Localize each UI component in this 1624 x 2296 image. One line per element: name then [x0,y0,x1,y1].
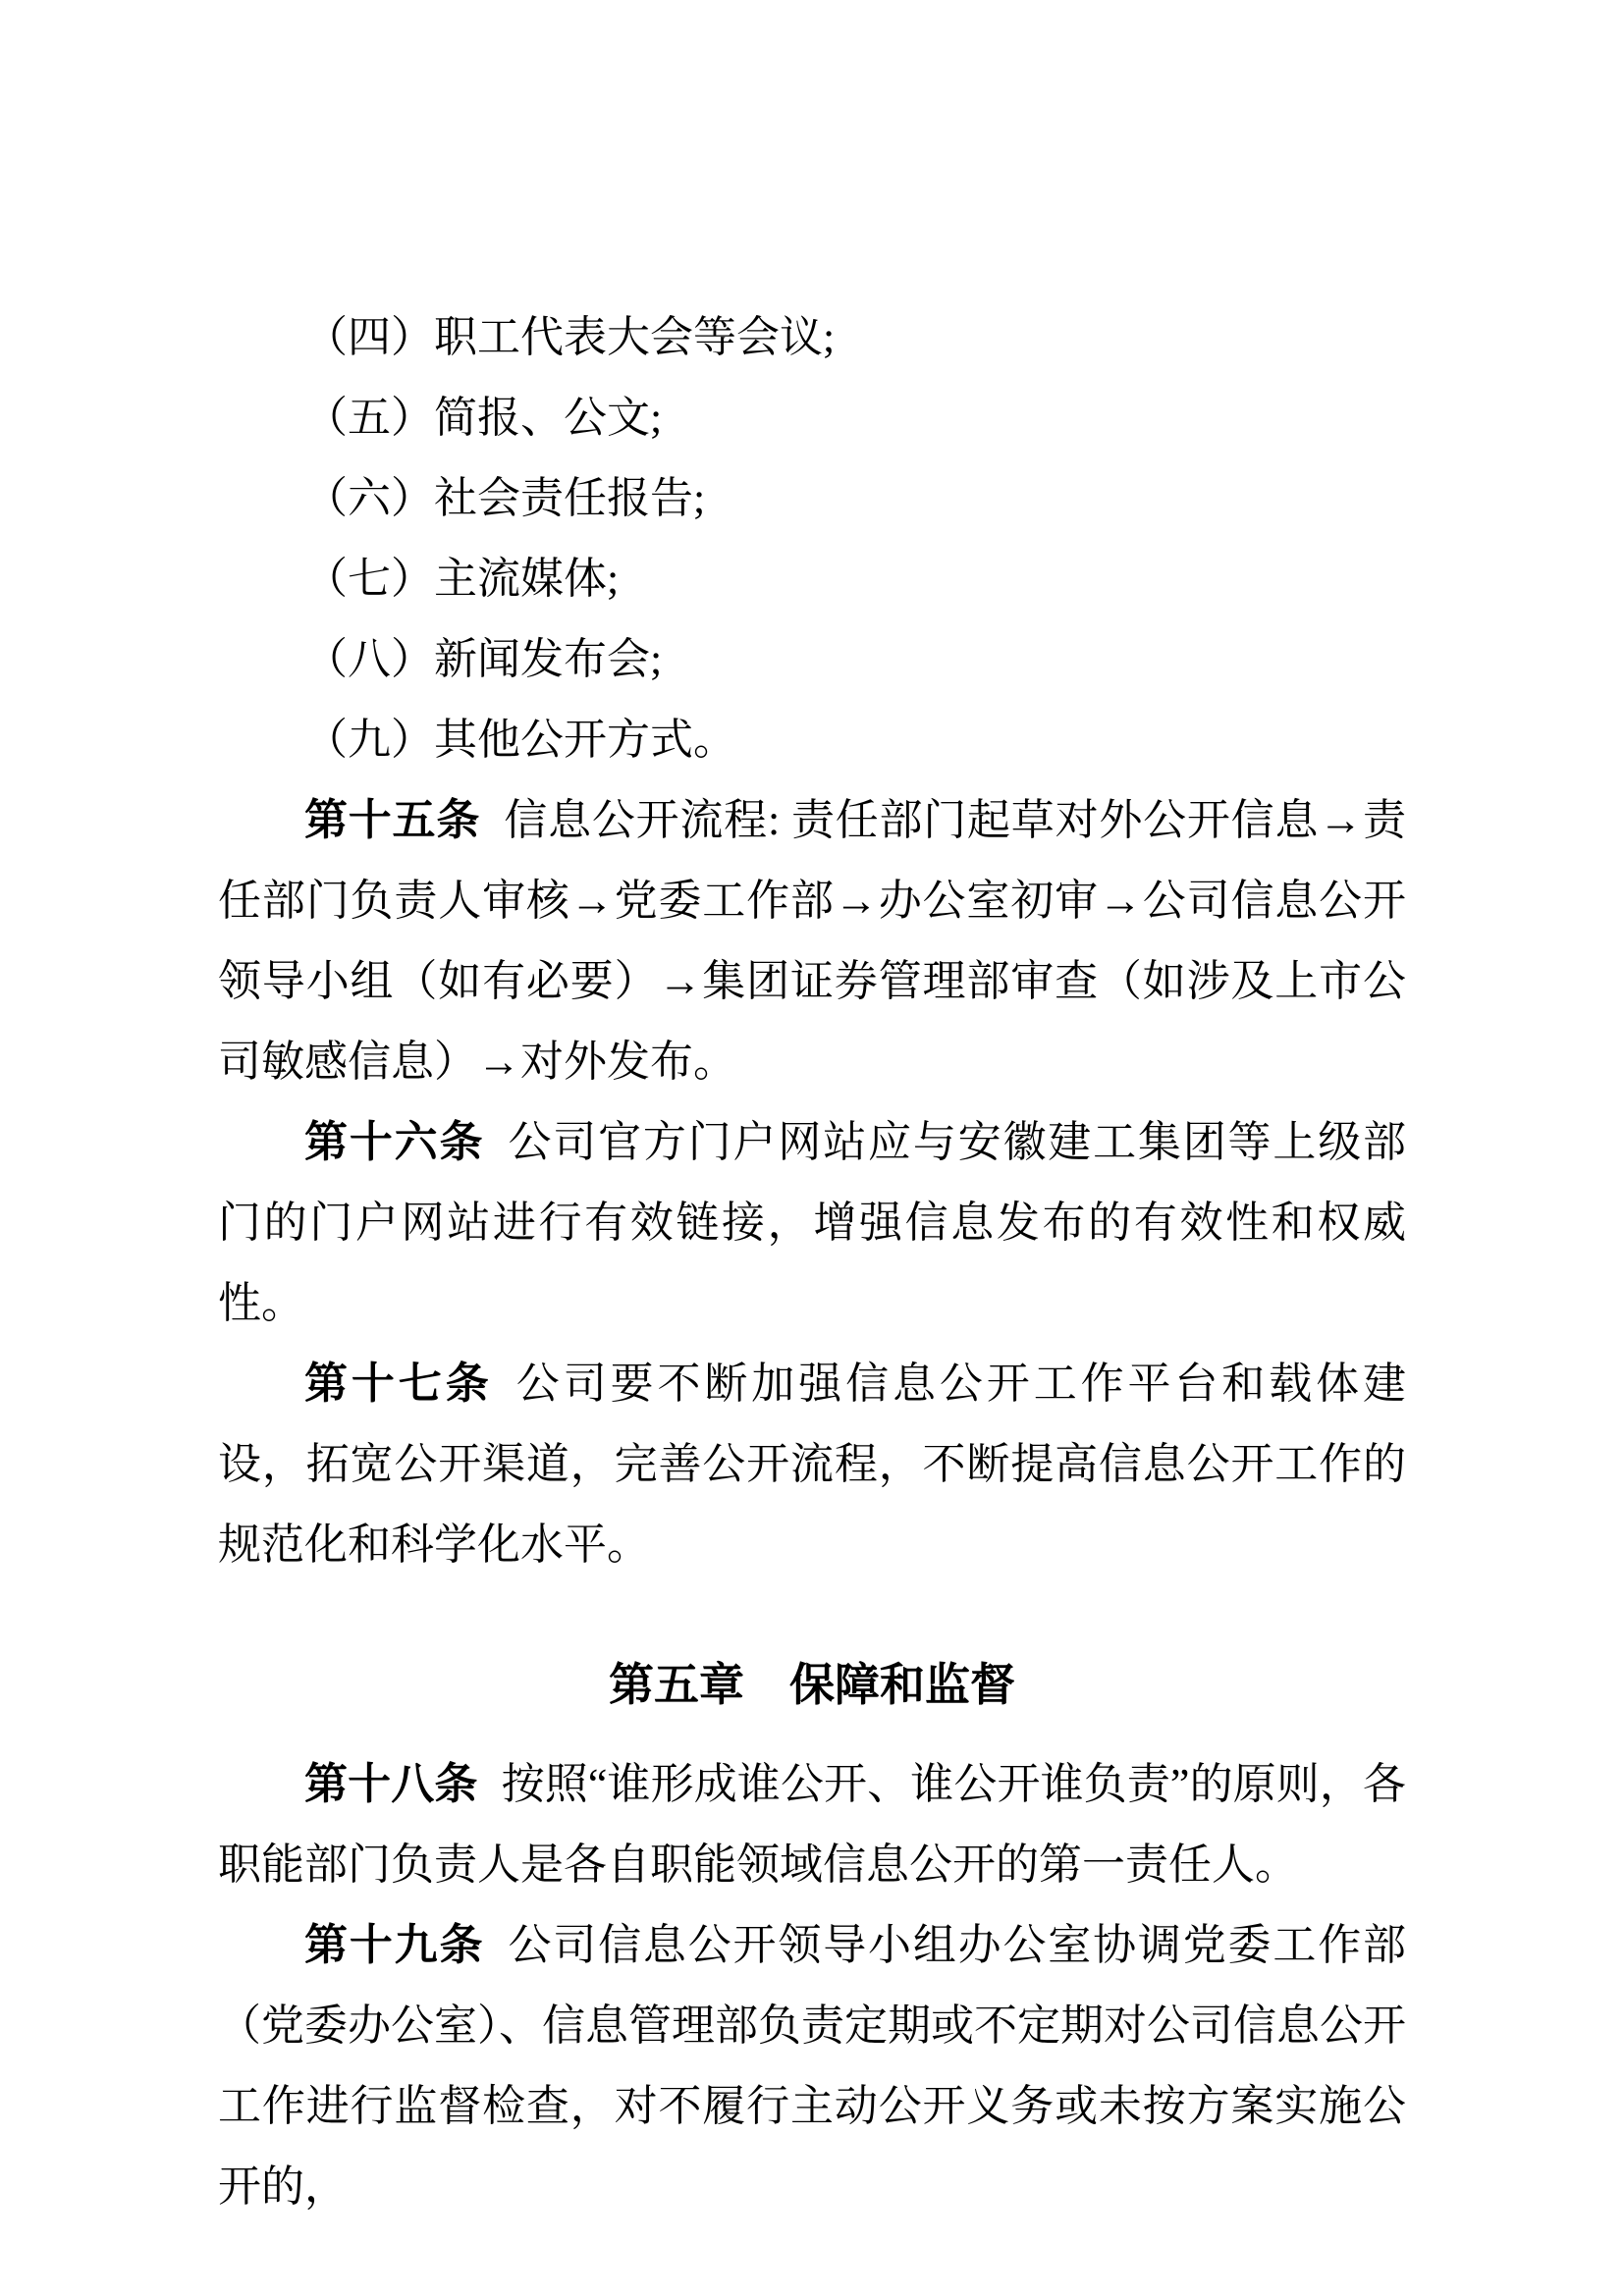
article-body-text: 公司信息公开领导小组办公室协调党委工作部（党委办公室）、信息管理部负责定期或不定期对公司信息公开工作进行监督检查，对不履行主动公开义务或未按方案实施公开的， [218,1921,1407,2211]
article-number-label: 第十五条 [304,796,481,844]
chapter-heading [218,1644,1406,1725]
list-item: （六）社会责任报告; [304,474,706,522]
article-number-label: 第十九条 [304,1921,485,1969]
list-item: （五）简报、公文; [304,394,663,442]
article-paragraph [218,1905,1406,2227]
list-item: （四）职工代表大会等会议; [304,313,836,361]
article-paragraph [218,1744,1406,1905]
article-body-text: 按照“谁形成谁公开、谁公开谁负责”的原则，各职能部门负责人是各自职能领域信息公开的第一责任人。 [218,1760,1407,1889]
article-paragraph [218,1344,1406,1585]
chapter-title: 保障和监督 [789,1659,1015,1710]
chapter-number: 第五章 [609,1659,744,1710]
article-body-text: 信息公开流程: 责任部门起草对外公开信息→责任部门负责人审核→党委工作部→办公室初审→公司信息公开领导小组（如有必要）→集团证券管理部审查（如涉及上市公司敏感信息）→对外发布。 [218,796,1407,1086]
list-item: （九）其他公开方式。 [304,716,736,764]
document-content [218,297,1406,2227]
article-number-label: 第十六条 [304,1118,485,1166]
list-item: （八）新闻发布会; [304,635,663,683]
article-paragraph [218,1102,1406,1344]
list-item: （七）主流媒体; [304,555,620,603]
article-paragraph [218,780,1406,1102]
article-body-text: 公司官方门户网站应与安徽建工集团等上级部门的门户网站进行有效链接，增强信息发布的有效性和权威性。 [218,1118,1407,1327]
article-number-label: 第十八条 [304,1760,478,1808]
article-body-text: 公司要不断加强信息公开工作平台和载体建设，拓宽公开渠道，完善公开流程，不断提高信息公开工作的规范化和科学化水平。 [218,1360,1407,1569]
article-number-label: 第十七条 [304,1360,493,1408]
